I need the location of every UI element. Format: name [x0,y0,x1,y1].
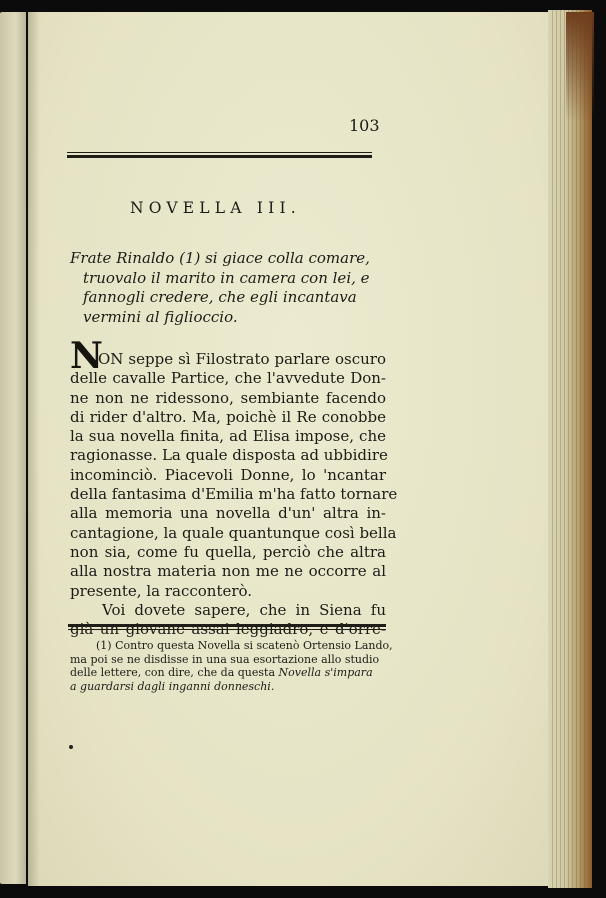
footnote-text: delle lettere, con dire, che da questa [70,666,279,680]
body-line: incominciò. Piacevoli Donne, lo 'ncantar [70,465,386,484]
summary-line: fannogli credere, che egli incantava [83,288,357,306]
footnote-rule-thin [68,629,386,630]
body-line: non sia, come fu quella, perciò che altra [70,542,386,561]
body-line: alla nostra materia non me ne occorre al [70,562,386,581]
page-stack-lines [552,10,586,888]
novella-title: NOVELLA III. [130,199,301,217]
page-number: 103 [349,116,380,135]
ink-dot [69,745,73,749]
footnote-quote: Novella s'impara [278,666,373,680]
drop-cap: N [70,335,103,377]
body-line: già un giovane assai leggiadro, e d'orre- [70,620,386,639]
footnote [70,639,393,693]
footnote-line: (1) Contro questa Novella si scatenò Ortensio Lando, [96,639,393,652]
summary-line: vermini al figlioccio. [83,307,238,326]
summary-line: Frate Rinaldo (1) si giace colla comare, [70,249,370,267]
page-gutter-shadow [28,12,40,886]
body-line: della fantasima d'Emilia m'ha fatto tornare [70,485,398,504]
footnote-rule [68,624,386,627]
first-line [70,335,386,377]
edge-stain [566,12,594,122]
body-line: alla memoria una novella d'un' altra in- [70,504,386,523]
body-line: ne non ne ridessono, sembiante facendo [70,388,386,407]
summary-line: truovalo il marito in camera con lei, e [83,268,370,287]
first-line-text: ON seppe sì Filostrato parlare oscuro [98,350,386,368]
footnote-line: ma poi se ne disdisse in una sua esortazione allo studio [70,652,380,666]
body-line: presente, la racconterò. [70,581,253,600]
footnote-line [70,666,388,680]
body-line: la sua novella finita, ad Elisa impose, che [70,427,386,446]
footnote-line: a guardarsi dagli inganni donneschi. [70,679,275,693]
header-rule [67,152,372,158]
body-line: Voi dovete sapere, che in Siena fu [102,600,386,619]
body-line: cantagione, la quale quantunque così bella [70,523,397,542]
body-line: ragionasse. La quale disposta ad ubbidire [70,446,388,465]
body-line: di rider d'altro. Ma, poichè il Re conobbe [70,407,386,426]
novella-summary [70,249,386,327]
body-line: delle cavalle Partice, che l'avvedute Don- [70,369,386,388]
previous-page-edge [0,12,26,884]
body-text [70,335,398,639]
